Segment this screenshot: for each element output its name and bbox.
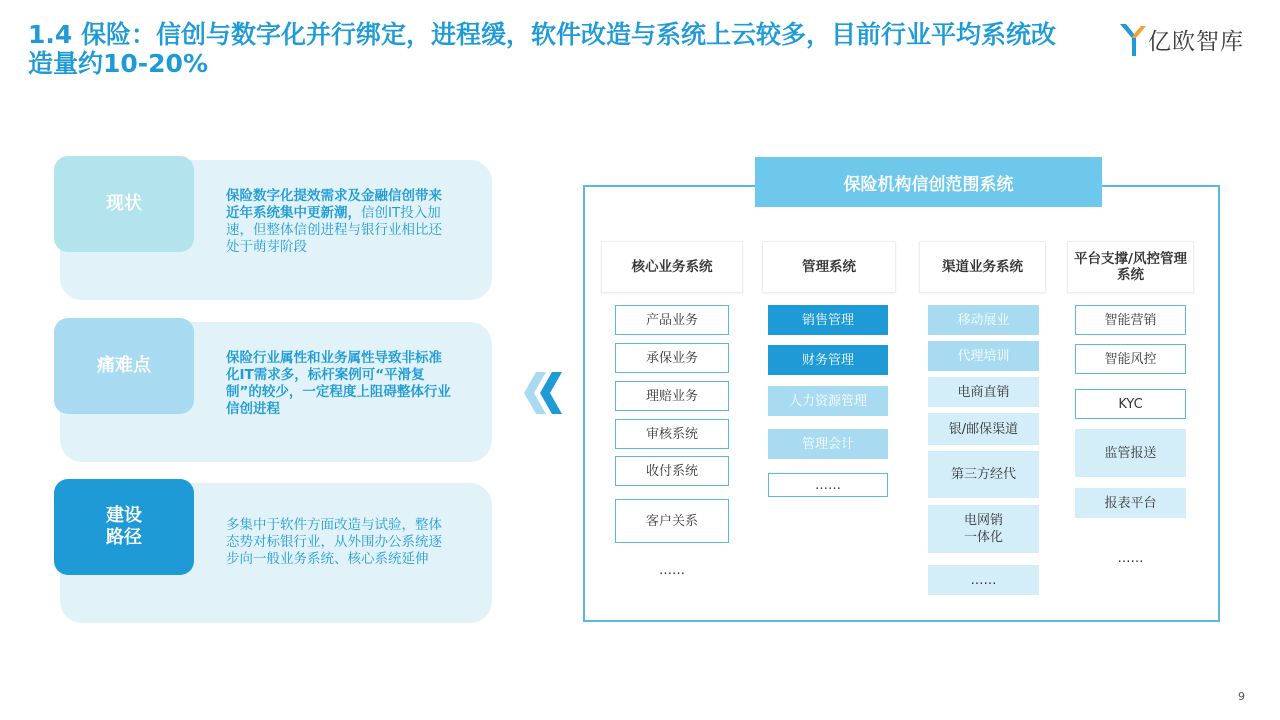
- system-item: 客户关系: [615, 499, 729, 543]
- card-pain-points: [54, 318, 492, 462]
- card-text: [226, 188, 452, 256]
- card-status: [54, 156, 492, 300]
- diagram-title: 保险机构信创范围系统: [755, 157, 1102, 207]
- system-item-more: ……: [659, 562, 685, 578]
- logo-text: 亿欧智库: [1148, 29, 1244, 55]
- logo: [1118, 20, 1258, 60]
- system-item: 报表平台: [1075, 488, 1186, 518]
- system-item: 理赔业务: [615, 381, 729, 411]
- system-item: 收付系统: [615, 456, 729, 486]
- column-header-channel: 渠道业务系统: [919, 241, 1046, 293]
- system-item: 财务管理: [768, 345, 888, 375]
- system-item: 承保业务: [615, 343, 729, 373]
- system-item: 管理会计: [768, 429, 888, 459]
- double-chevron-left-icon: [520, 370, 566, 416]
- page-title: 1.4 保险：信创与数字化并行绑定，进程缓，软件改造与系统上云较多，目前行业平均系统改造量约10-20%: [28, 20, 1056, 78]
- column-header-core: 核心业务系统: [601, 241, 743, 293]
- card-text: [226, 350, 452, 418]
- system-item: 人力资源管理: [768, 386, 888, 416]
- system-item: KYC: [1075, 389, 1186, 419]
- card-text-normal: 多集中于软件方面改造与试验，整体态势对标银行业，从外围办公系统逐步向一般业务系统、核心系统延伸: [226, 517, 442, 567]
- system-item: 第三方经代: [928, 451, 1039, 498]
- system-item: 电网销 一体化: [928, 505, 1039, 553]
- page-number: 9: [1238, 690, 1245, 703]
- system-item: 智能营销: [1075, 305, 1186, 335]
- card-tag: 痛难点: [54, 318, 194, 414]
- system-item: 代理培训: [928, 341, 1039, 371]
- system-item-more: ……: [928, 565, 1039, 595]
- card-build-path: [54, 479, 492, 623]
- system-item: 电商直销: [928, 377, 1039, 407]
- card-text: [226, 517, 452, 568]
- card-text-bold: 保险数字化提效需求及金融信创带来近年系统集中更新潮，: [226, 188, 442, 221]
- column-header-platform: 平台支撑/风控管理系统: [1067, 241, 1194, 293]
- system-item-more: ……: [1117, 550, 1144, 566]
- system-item-more: ……: [768, 473, 888, 497]
- card-text-bold: 保险行业属性和业务属性导致非标准化IT需求多，标杆案例可“平滑复制”的较少，一定程度上阻碍整体行业信创进程: [226, 350, 451, 417]
- system-item: 销售管理: [768, 305, 888, 335]
- card-text-normal: 信创IT投入加速，但整体信创进程与银行业相比还处于萌芽阶段: [226, 205, 442, 255]
- logo-icon: [1118, 20, 1148, 60]
- system-item: 审核系统: [615, 419, 729, 449]
- system-item: 监管报送: [1075, 429, 1186, 477]
- card-tag: 现状: [54, 156, 194, 252]
- system-item: 移动展业: [928, 305, 1039, 335]
- system-item: 产品业务: [615, 305, 729, 335]
- system-item: 银/邮保渠道: [928, 413, 1039, 445]
- system-item: 智能风控: [1075, 344, 1186, 374]
- card-tag: 建设 路径: [54, 479, 194, 575]
- column-header-management: 管理系统: [762, 241, 896, 293]
